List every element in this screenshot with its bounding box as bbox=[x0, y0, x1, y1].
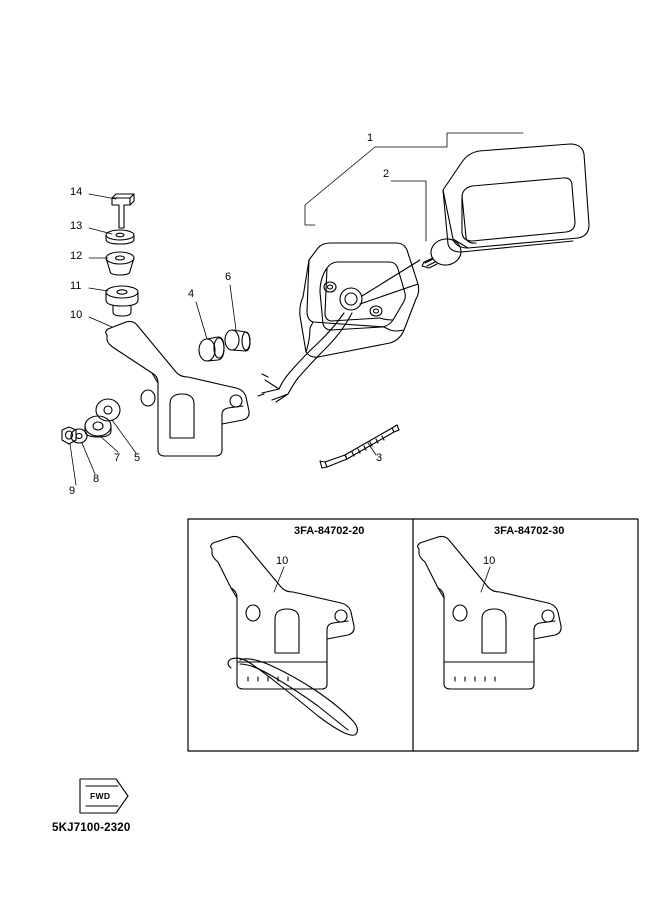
variant-left-part-number: 3FA-84702-20 bbox=[294, 525, 365, 537]
callout-14: 14 bbox=[70, 186, 83, 198]
callout-13: 13 bbox=[70, 220, 83, 232]
callout-6: 6 bbox=[225, 271, 232, 283]
callout-2: 2 bbox=[383, 168, 390, 180]
callout-11: 11 bbox=[70, 280, 82, 292]
part-9-nut bbox=[62, 427, 76, 444]
lamp-body bbox=[258, 243, 420, 402]
part-12-collar bbox=[106, 252, 134, 275]
variant-panel-frame bbox=[188, 519, 638, 751]
part-11-damper bbox=[106, 286, 138, 316]
callout-7: 7 bbox=[114, 452, 121, 464]
callout-10: 10 bbox=[70, 309, 83, 321]
variant-right-callout-10: 10 bbox=[483, 555, 496, 567]
part-5-7-washers bbox=[85, 399, 120, 437]
drawing-number: 5KJ7100-2320 bbox=[52, 822, 131, 834]
variant-left-callout-10: 10 bbox=[276, 555, 289, 567]
callout-12: 12 bbox=[70, 250, 83, 262]
callout-3: 3 bbox=[376, 452, 383, 464]
part-10-bracket bbox=[106, 321, 249, 456]
callout-5: 5 bbox=[134, 452, 141, 464]
part-3-screw bbox=[320, 425, 399, 468]
callout-9: 9 bbox=[69, 485, 76, 497]
callout-4: 4 bbox=[188, 288, 195, 300]
callout-1: 1 bbox=[367, 132, 374, 144]
taillight-lens-housing bbox=[443, 144, 589, 252]
part-13-washer bbox=[106, 230, 134, 244]
leader-lines bbox=[70, 133, 523, 592]
variant-right-part-number: 3FA-84702-30 bbox=[494, 525, 565, 537]
part-4-6-collars bbox=[199, 330, 250, 361]
callout-8: 8 bbox=[93, 473, 100, 485]
fwd-label: FWD bbox=[90, 791, 111, 801]
